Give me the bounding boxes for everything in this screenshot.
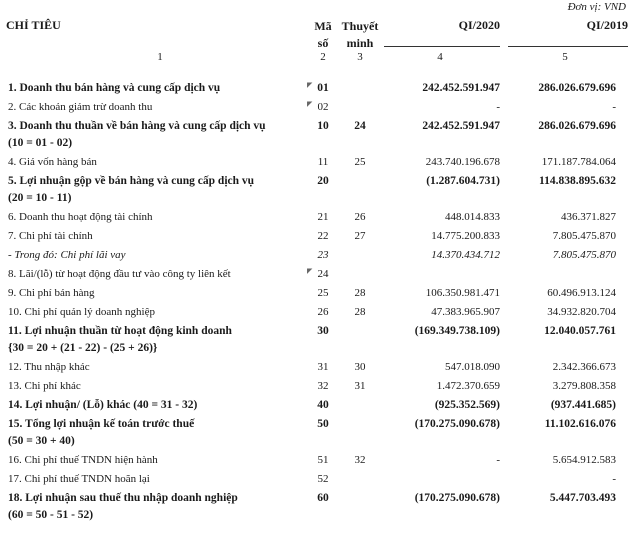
row-label: 15. Tổng lợi nhuận kế toán trước thuế <box>8 418 195 430</box>
row-value-q2019: 436.371.827 <box>561 211 616 223</box>
row-label: 8. Lãi/(lỗ) từ hoạt động đầu tư vào công ty liên kết <box>8 268 231 280</box>
row-code: 11 <box>317 156 329 168</box>
row-value-q2020: - <box>496 101 500 113</box>
row-value-q2020: 448.014.833 <box>445 211 500 223</box>
row-value-q2020: 14.775.200.833 <box>431 230 500 242</box>
row-value-q2019: 171.187.784.064 <box>541 156 616 168</box>
header-note <box>338 18 382 52</box>
table-row <box>0 380 640 399</box>
row-value-q2020: (170.275.090.678) <box>414 418 500 430</box>
row-code: 02 <box>317 101 329 113</box>
column-number-4: 4 <box>437 51 443 63</box>
table-row <box>0 361 640 380</box>
row-formula: (50 = 30 + 40) <box>8 435 75 447</box>
row-label: 16. Chi phí thuế TNDN hiện hành <box>8 454 158 466</box>
table-row <box>0 325 640 361</box>
row-code: 22 <box>317 230 329 242</box>
row-formula: (10 = 01 - 02) <box>8 137 73 149</box>
row-code: 01 <box>317 82 329 94</box>
row-note: 27 <box>354 230 366 242</box>
row-label: 11. Lợi nhuận thuần từ hoạt động kinh doanh <box>8 325 232 337</box>
row-note: 32 <box>354 454 366 466</box>
comment-marker-icon: ◤ <box>307 81 313 89</box>
table-row <box>0 156 640 175</box>
row-value-q2019: - <box>612 101 616 113</box>
table-row <box>0 211 640 230</box>
row-value-q2020: 242.452.591.947 <box>422 120 500 132</box>
row-code: 30 <box>317 325 329 337</box>
table-row <box>0 306 640 325</box>
row-label: 10. Chi phí quản lý doanh nghiệp <box>8 306 155 318</box>
table-row <box>0 82 640 101</box>
row-code: 31 <box>317 361 329 373</box>
table-row <box>0 175 640 211</box>
row-note: 25 <box>354 156 366 168</box>
row-label: 2. Các khoản giảm trừ doanh thu <box>8 101 153 113</box>
row-value-q2019: 114.838.895.632 <box>539 175 616 187</box>
table-row <box>0 120 640 156</box>
row-value-q2019: 5.447.703.493 <box>549 492 616 504</box>
row-value-q2019: 7.805.475.870 <box>552 230 616 242</box>
row-code: 21 <box>317 211 329 223</box>
row-code: 40 <box>317 399 329 411</box>
row-value-q2019: 286.026.679.696 <box>538 120 616 132</box>
table-row <box>0 399 640 418</box>
row-formula: (20 = 10 - 11) <box>8 192 72 204</box>
row-note: 30 <box>354 361 366 373</box>
row-label: 5. Lợi nhuận gộp về bán hàng và cung cấp dịch vụ <box>8 175 255 187</box>
row-note: 31 <box>354 380 366 392</box>
row-code: 25 <box>317 287 329 299</box>
row-note: 28 <box>354 287 366 299</box>
header-q2020: QI/2020 <box>458 18 500 32</box>
table-row <box>0 249 640 268</box>
row-label: 13. Chi phí khác <box>8 380 81 392</box>
row-value-q2020: 14.370.434.712 <box>431 249 500 261</box>
row-label: 18. Lợi nhuận sau thuế thu nhập doanh nghiệp <box>8 492 238 504</box>
row-code: 20 <box>317 175 329 187</box>
row-code: 26 <box>317 306 329 318</box>
row-code: 32 <box>317 380 329 392</box>
row-value-q2019: - <box>612 473 616 485</box>
table-row <box>0 418 640 454</box>
header-code-line1: Mã <box>314 19 332 33</box>
row-label: 17. Chi phí thuế TNDN hoãn lại <box>8 473 150 485</box>
row-note: 24 <box>354 120 366 132</box>
header-title: CHỈ TIÊU <box>6 18 61 32</box>
comment-marker-icon: ◤ <box>307 267 313 275</box>
row-note: 28 <box>354 306 366 318</box>
row-value-q2020: (925.352.569) <box>434 399 500 411</box>
row-value-q2019: 3.279.808.358 <box>552 380 616 392</box>
row-label: 1. Doanh thu bán hàng và cung cấp dịch vụ <box>8 82 221 94</box>
row-value-q2020: (169.349.738.109) <box>414 325 500 337</box>
row-value-q2020: 242.452.591.947 <box>422 82 500 94</box>
row-label: 4. Giá vốn hàng bán <box>8 156 97 168</box>
header-q2019: QI/2019 <box>586 18 628 32</box>
row-code: 24 <box>317 268 329 280</box>
row-value-q2019: (937.441.685) <box>550 399 616 411</box>
row-formula: (60 = 50 - 51 - 52) <box>8 509 94 521</box>
column-number-2: 2 <box>320 51 326 63</box>
row-value-q2019: 34.932.820.704 <box>547 306 616 318</box>
row-code: 51 <box>317 454 329 466</box>
row-value-q2020: - <box>496 454 500 466</box>
row-code: 50 <box>317 418 329 430</box>
table-row <box>0 492 640 528</box>
column-number-5: 5 <box>562 51 568 63</box>
row-value-q2020: (1.287.604.731) <box>426 175 500 187</box>
row-label: 14. Lợi nhuận/ (Lỗ) khác (40 = 31 - 32) <box>8 399 198 411</box>
row-value-q2019: 2.342.366.673 <box>552 361 616 373</box>
header-note-line2: minh <box>346 36 374 50</box>
row-label: 7. Chi phí tài chính <box>8 230 93 242</box>
row-formula: {30 = 20 + (21 - 22) - (25 + 26)} <box>8 342 158 354</box>
row-code: 23 <box>317 249 329 261</box>
row-value-q2020: 243.740.196.678 <box>425 156 500 168</box>
row-value-q2020: 106.350.981.471 <box>425 287 500 299</box>
row-label: 12. Thu nhập khác <box>8 361 90 373</box>
row-value-q2020: 547.018.090 <box>445 361 500 373</box>
comment-marker-icon: ◤ <box>307 100 313 108</box>
header-underline-q2019 <box>508 46 628 47</box>
column-number-3: 3 <box>357 51 363 63</box>
header-note-line1: Thuyết <box>341 19 379 33</box>
row-note: 26 <box>354 211 366 223</box>
table-row <box>0 230 640 249</box>
row-value-q2020: (170.275.090.678) <box>414 492 500 504</box>
table-row <box>0 454 640 473</box>
income-statement-rows <box>0 82 640 528</box>
row-value-q2019: 12.040.057.761 <box>544 325 616 337</box>
row-value-q2020: 1.472.370.659 <box>436 380 500 392</box>
header-code-line2: số <box>317 36 329 50</box>
unit-label: Đơn vị: VND <box>567 1 626 13</box>
row-label: 9. Chi phí bán hàng <box>8 287 95 299</box>
row-code: 52 <box>317 473 329 485</box>
table-row <box>0 473 640 492</box>
row-value-q2019: 286.026.679.696 <box>538 82 616 94</box>
row-code: 10 <box>317 120 329 132</box>
table-row <box>0 268 640 287</box>
column-number-1: 1 <box>157 51 163 63</box>
row-label: - Trong đó: Chi phí lãi vay <box>8 249 126 261</box>
row-code: 60 <box>317 492 329 504</box>
table-row <box>0 101 640 120</box>
header-underline-q2020 <box>384 46 500 47</box>
row-label: 3. Doanh thu thuần về bán hàng và cung cấp dịch vụ <box>8 120 266 132</box>
row-label: 6. Doanh thu hoạt động tài chính <box>8 211 153 223</box>
row-value-q2020: 47.383.965.907 <box>431 306 500 318</box>
header-code <box>312 18 334 52</box>
row-value-q2019: 7.805.475.870 <box>552 249 616 261</box>
table-row <box>0 287 640 306</box>
row-value-q2019: 11.102.616.076 <box>544 418 616 430</box>
row-value-q2019: 5.654.912.583 <box>552 454 616 466</box>
row-value-q2019: 60.496.913.124 <box>547 287 616 299</box>
